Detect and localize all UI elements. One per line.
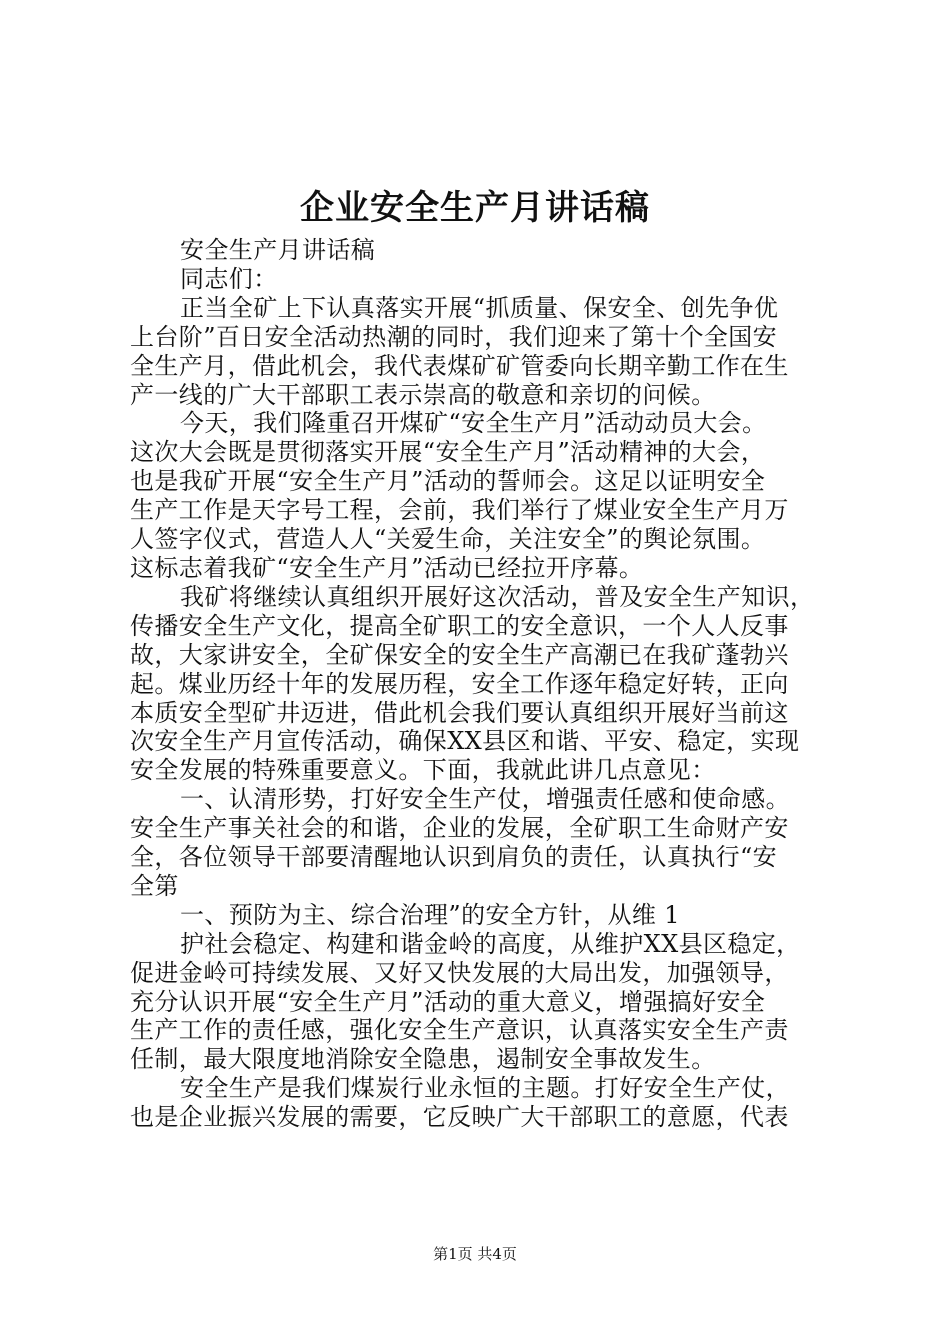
text-line: 也是我矿开展“安全生产月”活动的誓师会。这足以证明安全 [130,467,766,496]
text-line: 起。煤业历经十年的发展历程，安全工作逐年稳定好转，正向 [130,669,789,698]
text-line: 这标志着我矿“安全生产月”活动已经拉开序幕。 [130,553,644,582]
text-line: 一、认清形势，打好安全生产仗，增强责任感和使命感。 [180,785,790,814]
text-line: 充分认识开展“安全生产月”活动的重大意义，增强搞好安全 [130,987,766,1016]
text-line: 同志们： [180,264,278,293]
text-line: 生产工作的责任感，强化安全生产意识，认真落实安全生产责 [130,1016,789,1045]
text-line: 任制，最大限度地消除安全隐患，遏制安全事故发生。 [130,1045,716,1074]
text-line: 我矿将继续认真组织开展好这次活动，普及安全生产知识， [180,582,815,611]
text-line: 本质安全型矿井迈进，借此机会我们要认真组织开展好当前这 [130,698,789,727]
text-line: 安全生产月讲话稿 [180,236,376,264]
page-footer: 第1页 共4页 [433,1245,517,1263]
text-line: 正当全矿上下认真落实开展“抓质量、保安全、创先争优 [180,293,779,322]
text-line: 全，各位领导干部要清醒地认识到肩负的责任，认真执行“安 [130,843,778,872]
text-line: 上台阶”百日安全活动热潮的同时，我们迎来了第十个全国安 [130,322,778,351]
text-line: 这次大会既是贯彻落实开展“安全生产月”活动精神的大会， [130,438,766,467]
text-line: 人签字仪式，营造人人“关爱生命，关注安全”的舆论氛围。 [130,525,766,554]
text-line: 安全发展的特殊重要意义。下面，我就此讲几点意见： [130,756,716,785]
text-line: 全第 [130,871,179,900]
text-line: 一、预防为主、综合治理”的安全方针，从维 1 [180,900,680,929]
text-line: 全生产月，借此机会，我代表煤矿矿管委向长期辛勤工作在生 [130,351,789,380]
text-line: 产一线的广大干部职工表示崇高的敬意和亲切的问候。 [130,380,716,409]
text-line: 故，大家讲安全，全矿保安全的安全生产高潮已在我矿蓬勃兴 [130,640,789,669]
text-line: 生产工作是天字号工程，会前，我们举行了煤业安全生产月万 [130,496,789,525]
text-line: 安全生产是我们煤炭行业永恒的主题。打好安全生产仗， [180,1074,790,1103]
document-title: 企业安全生产月讲话稿 [300,188,650,228]
text-line: 安全生产事关社会的和谐，企业的发展，全矿职工生命财产安 [130,814,789,843]
text-line: 传播安全生产文化，提高全矿职工的安全意识，一个人人反事 [130,611,789,640]
text-line: 护社会稳定、构建和谐金岭的高度，从维护XX县区稳定， [180,929,801,958]
text-line: 今天，我们隆重召开煤矿“安全生产月”活动动员大会。 [180,409,767,438]
text-line: 次安全生产月宣传活动，确保XX县区和谐、平安、稳定，实现 [130,727,800,756]
document-body [130,236,835,1132]
text-line: 促进金岭可持续发展、又好又快发展的大局出发，加强领导， [130,958,789,987]
text-line: 也是企业振兴发展的需要，它反映广大干部职工的意愿，代表 [130,1103,789,1132]
